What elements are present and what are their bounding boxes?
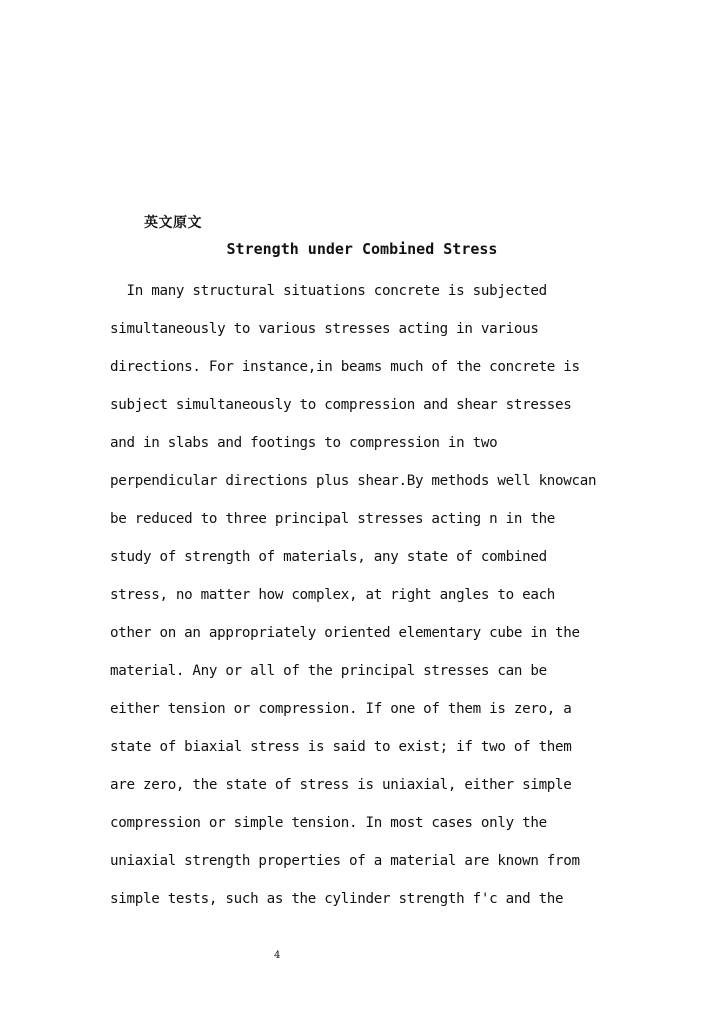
text-line: either tension or compression. If one of them is zero, a <box>110 701 572 717</box>
document-title-text: Strength under Combined Stress <box>226 240 498 258</box>
body-paragraph <box>110 272 620 918</box>
text-line: state of biaxial stress is said to exist; if two of them <box>110 739 572 755</box>
text-line: and in slabs and footings to compression in two <box>110 435 498 451</box>
text-line: uniaxial strength properties of a material are known from <box>110 853 580 869</box>
text-line: directions. For instance,in beams much of the concrete is <box>110 359 580 375</box>
text-line: subject simultaneously to compression and shear stresses <box>110 397 572 413</box>
text-line: study of strength of materials, any state of combined <box>110 549 547 565</box>
page-number: 4 <box>274 950 281 961</box>
text-line: be reduced to three principal stresses acting n in the <box>110 511 556 527</box>
text-line: perpendicular directions plus shear.By methods well knowcan <box>110 473 597 489</box>
text-line: simultaneously to various stresses acting in various <box>110 321 539 337</box>
text-line: simple tests, such as the cylinder strength f'c and the <box>110 891 564 907</box>
text-line: other on an appropriately oriented elementary cube in the <box>110 625 580 641</box>
text-line: In many structural situations concrete is subjected <box>110 283 547 299</box>
section-label: 英文原文 <box>144 215 202 231</box>
text-line: compression or simple tension. In most cases only the <box>110 815 547 831</box>
text-line: stress, no matter how complex, at right angles to each <box>110 587 556 603</box>
text-line: are zero, the state of stress is uniaxial, either simple <box>110 777 572 793</box>
text-line: material. Any or all of the principal stresses can be <box>110 663 547 679</box>
document-title <box>0 240 724 258</box>
